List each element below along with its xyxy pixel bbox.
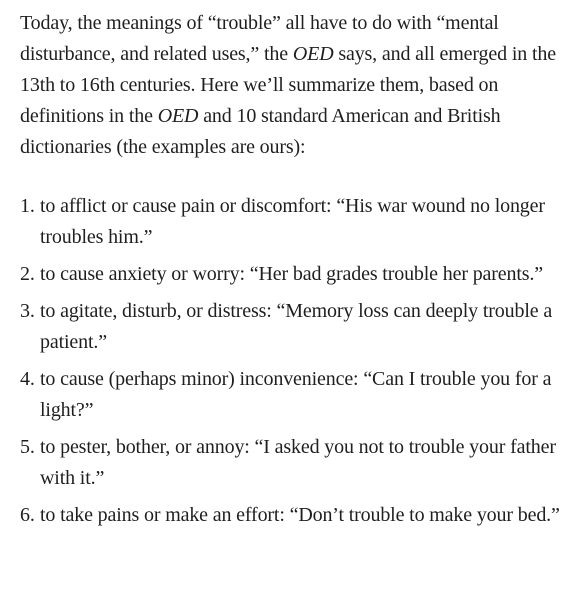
definition-text: to agitate, disturb, or distress: “Memory loss can deeply trouble a patient.”: [40, 300, 553, 353]
definition-text: to cause anxiety or worry: “Her bad grades trouble her parents.”: [40, 263, 543, 285]
definition-text: to pester, bother, or annoy: “I asked you not to trouble your father with it.”: [40, 436, 556, 489]
oed-title-italic: OED: [157, 105, 199, 127]
definition-text: to take pains or make an effort: “Don’t trouble to make your bed.”: [40, 504, 560, 526]
definitions-list: [20, 191, 568, 531]
definition-item: [20, 364, 568, 426]
definition-number: 4.: [20, 368, 35, 390]
definition-number: 3.: [20, 300, 35, 322]
intro-text-part-3: and 10 standard American and British dictionaries (the examples are ours):: [20, 105, 501, 158]
definition-number: 5.: [20, 436, 35, 458]
oed-title-italic: OED: [292, 43, 334, 65]
definition-text: to cause (perhaps minor) inconvenience: “Can I trouble you for a light?”: [40, 368, 552, 421]
intro-paragraph: [20, 8, 568, 163]
definition-item: [20, 432, 568, 494]
definition-text: to afflict or cause pain or discomfort: “His war wound no longer troubles him.”: [40, 195, 545, 248]
definition-number: 2.: [20, 263, 35, 285]
article-body: [20, 8, 568, 537]
definition-item: [20, 191, 568, 253]
intro-text-part-1: Today, the meanings of “trouble” all have to do with “mental disturbance, and related uses,” the: [20, 12, 499, 65]
definition-item: [20, 500, 568, 531]
definition-item: [20, 259, 568, 290]
intro-text-part-2: says, and all emerged in the 13th to 16th centuries. Here we’ll summarize them, based on definitions in the: [20, 43, 556, 127]
definition-item: [20, 296, 568, 358]
definition-number: 1.: [20, 195, 35, 217]
definition-number: 6.: [20, 504, 35, 526]
